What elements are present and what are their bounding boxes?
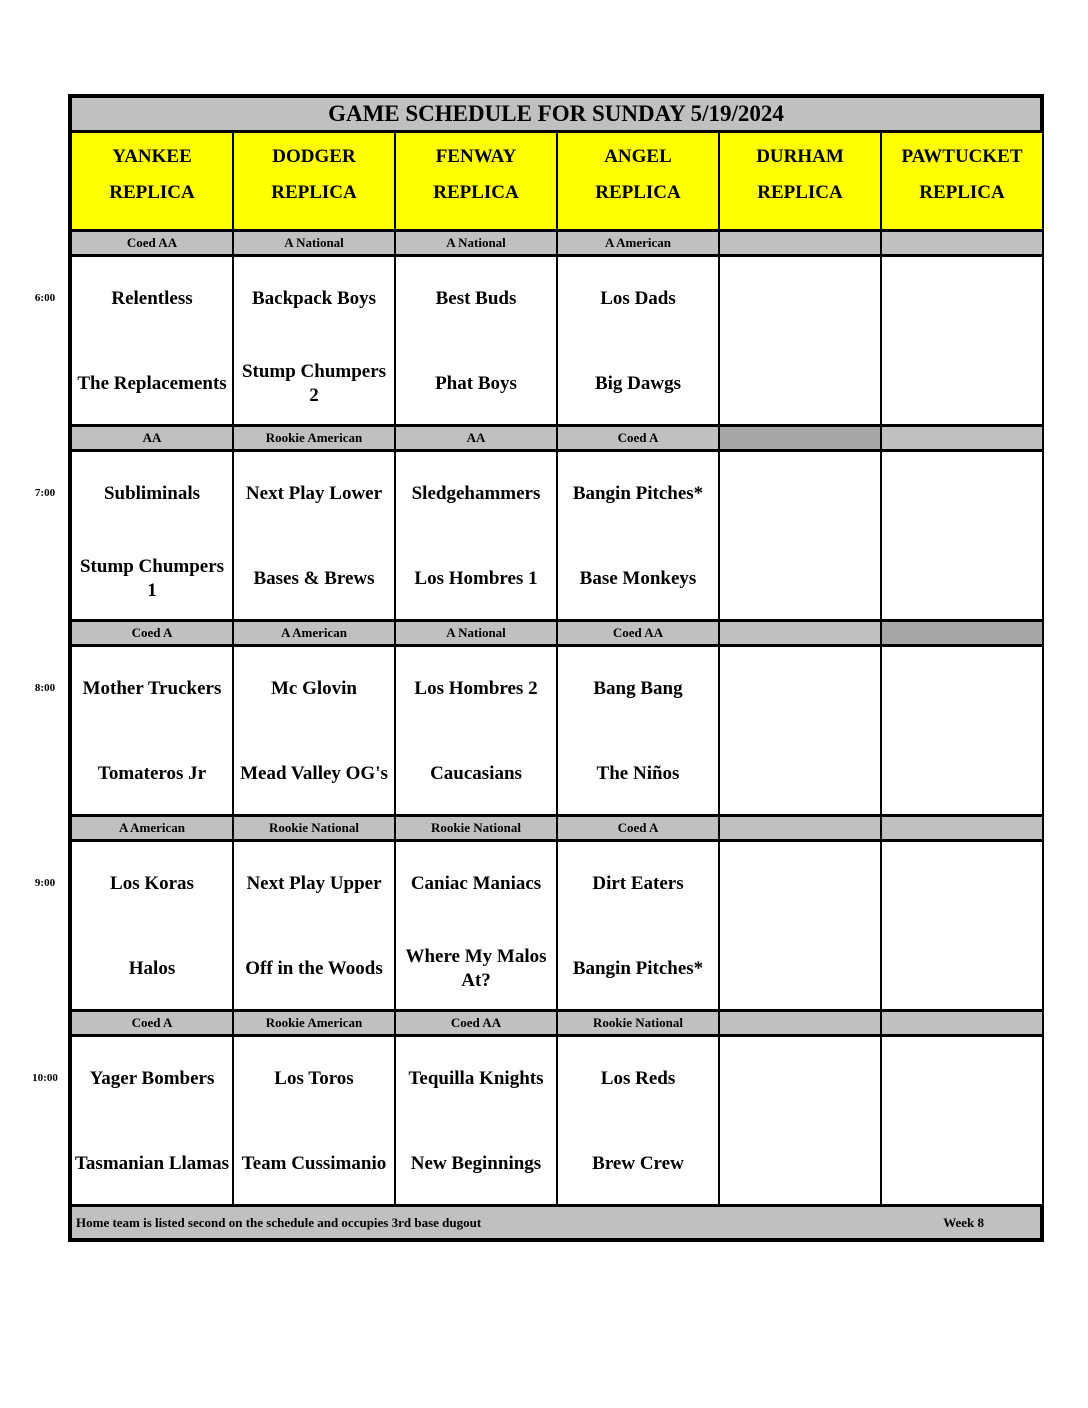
game-cell — [396, 647, 556, 814]
home-team: Where My Malos At? — [405, 946, 547, 991]
home-team: Bases & Brews — [253, 568, 375, 589]
time-label: 7:00 — [34, 487, 56, 499]
division-label: Coed A — [558, 427, 718, 449]
division-label: Coed AA — [72, 232, 232, 254]
game-cell — [558, 452, 718, 619]
footer-bar — [72, 1207, 1040, 1238]
home-team — [882, 941, 1042, 997]
home-team: Stump Chumpers 2 — [241, 361, 387, 406]
division-label: Coed A — [72, 622, 232, 644]
game-cell — [558, 842, 718, 1009]
away-team: Relentless — [111, 288, 193, 309]
away-team: Mother Truckers — [82, 678, 222, 699]
game-cell — [882, 1037, 1042, 1204]
away-team — [720, 466, 880, 522]
footer-note: Home team is listed second on the schedule and occupies 3rd base dugout — [76, 1214, 482, 1230]
home-team — [882, 1136, 1042, 1192]
game-cell — [234, 842, 394, 1009]
division-label — [882, 232, 1042, 254]
away-team: Next Play Upper — [246, 873, 382, 894]
game-cell — [396, 452, 556, 619]
field-header — [720, 133, 880, 229]
field-subtitle: REPLICA — [433, 182, 519, 203]
home-team: Off in the Woods — [245, 958, 383, 979]
field-name: YANKEE — [112, 146, 192, 167]
away-team: Los Koras — [110, 873, 194, 894]
division-label — [882, 1012, 1042, 1034]
away-team: Dirt Eaters — [592, 873, 684, 894]
away-team: Tequilla Knights — [408, 1068, 544, 1089]
home-team: New Beginnings — [410, 1153, 542, 1174]
field-subtitle: REPLICA — [271, 182, 357, 203]
schedule-table — [68, 94, 1044, 1242]
field-subtitle: REPLICA — [919, 182, 1005, 203]
home-team: The Replacements — [77, 373, 227, 394]
division-label: A American — [72, 817, 232, 839]
game-cell — [72, 647, 232, 814]
home-team: Halos — [128, 958, 176, 979]
division-label — [720, 622, 880, 644]
game-cell — [720, 647, 880, 814]
game-cell — [72, 1037, 232, 1204]
field-header — [882, 133, 1042, 229]
field-header — [558, 133, 718, 229]
home-team: Team Cussimanio — [241, 1153, 387, 1174]
division-label — [882, 622, 1042, 644]
game-cell — [720, 452, 880, 619]
game-cell — [720, 842, 880, 1009]
game-cell — [558, 1037, 718, 1204]
field-name: ANGEL — [604, 146, 672, 167]
game-cell — [882, 452, 1042, 619]
division-label — [720, 1012, 880, 1034]
home-team: Stump Chumpers 1 — [79, 556, 225, 601]
home-team: Brew Crew — [592, 1153, 684, 1174]
away-team — [720, 856, 880, 912]
division-label: Rookie American — [234, 1012, 394, 1034]
away-team — [882, 661, 1042, 717]
field-header — [234, 133, 394, 229]
home-team — [720, 746, 880, 802]
home-team: Tasmanian Llamas — [75, 1153, 229, 1174]
field-name: PAWTUCKET — [901, 146, 1023, 167]
division-label — [720, 427, 880, 449]
division-label — [882, 427, 1042, 449]
division-label: AA — [72, 427, 232, 449]
away-team: Bangin Pitches* — [572, 483, 704, 504]
home-team: Phat Boys — [435, 373, 517, 394]
game-cell — [720, 1037, 880, 1204]
home-team: The Niños — [596, 763, 680, 784]
division-label: A American — [234, 622, 394, 644]
home-team — [720, 941, 880, 997]
away-team — [882, 466, 1042, 522]
division-label: Coed AA — [396, 1012, 556, 1034]
field-header — [72, 133, 232, 229]
home-team: Los Hombres 1 — [414, 568, 538, 589]
division-label: A National — [396, 622, 556, 644]
home-team: Bangin Pitches* — [572, 958, 704, 979]
time-label: 8:00 — [34, 682, 56, 694]
time-label: 10:00 — [32, 1072, 58, 1084]
time-label: 6:00 — [34, 292, 56, 304]
away-team — [720, 271, 880, 327]
game-cell — [882, 842, 1042, 1009]
away-team: Best Buds — [435, 288, 517, 309]
division-label: Coed A — [558, 817, 718, 839]
field-name: DODGER — [272, 146, 356, 167]
home-team — [882, 551, 1042, 607]
game-cell — [234, 1037, 394, 1204]
field-name: DURHAM — [756, 146, 844, 167]
away-team — [882, 856, 1042, 912]
home-team — [882, 746, 1042, 802]
away-team: Mc Glovin — [270, 678, 358, 699]
home-team — [882, 356, 1042, 412]
away-team: Subliminals — [103, 483, 201, 504]
division-label — [720, 817, 880, 839]
page-title: GAME SCHEDULE FOR SUNDAY 5/19/2024 — [72, 98, 1040, 130]
away-team — [720, 1051, 880, 1107]
away-team: Los Toros — [274, 1068, 354, 1089]
week-label: Week 8 — [943, 1214, 984, 1230]
game-cell — [396, 842, 556, 1009]
division-label: AA — [396, 427, 556, 449]
division-label: Rookie National — [558, 1012, 718, 1034]
away-team: Backpack Boys — [251, 288, 377, 309]
game-cell — [882, 257, 1042, 424]
home-team: Big Dawgs — [594, 373, 682, 394]
field-header — [396, 133, 556, 229]
division-label: Rookie National — [396, 817, 556, 839]
game-cell — [558, 647, 718, 814]
home-team — [720, 551, 880, 607]
division-label: Coed AA — [558, 622, 718, 644]
time-label: 9:00 — [34, 877, 56, 889]
game-cell — [72, 257, 232, 424]
game-cell — [396, 257, 556, 424]
game-cell — [396, 1037, 556, 1204]
division-label: Rookie National — [234, 817, 394, 839]
away-team — [720, 661, 880, 717]
home-team — [720, 356, 880, 412]
division-label: Coed A — [72, 1012, 232, 1034]
game-cell — [720, 257, 880, 424]
game-cell — [72, 452, 232, 619]
game-cell — [234, 647, 394, 814]
game-cell — [234, 452, 394, 619]
away-team: Sledgehammers — [411, 483, 541, 504]
away-team: Caniac Maniacs — [410, 873, 542, 894]
division-label — [882, 817, 1042, 839]
home-team: Tomateros Jr — [97, 763, 207, 784]
away-team — [882, 271, 1042, 327]
game-cell — [234, 257, 394, 424]
away-team — [882, 1051, 1042, 1107]
field-subtitle: REPLICA — [757, 182, 843, 203]
game-cell — [72, 842, 232, 1009]
division-label: A National — [396, 232, 556, 254]
home-team: Base Monkeys — [579, 568, 697, 589]
away-team: Yager Bombers — [89, 1068, 215, 1089]
away-team: Los Reds — [600, 1068, 676, 1089]
field-name: FENWAY — [435, 146, 517, 167]
division-label — [720, 232, 880, 254]
home-team — [720, 1136, 880, 1192]
division-label: A American — [558, 232, 718, 254]
away-team: Next Play Lower — [245, 483, 383, 504]
away-team: Bang Bang — [593, 678, 683, 699]
away-team: Los Dads — [600, 288, 676, 309]
game-cell — [558, 257, 718, 424]
division-label: A National — [234, 232, 394, 254]
game-cell — [882, 647, 1042, 814]
field-subtitle: REPLICA — [109, 182, 195, 203]
field-subtitle: REPLICA — [595, 182, 681, 203]
division-label: Rookie American — [234, 427, 394, 449]
away-team: Los Hombres 2 — [414, 678, 538, 699]
home-team: Mead Valley OG's — [240, 763, 388, 784]
home-team: Caucasians — [430, 763, 522, 784]
